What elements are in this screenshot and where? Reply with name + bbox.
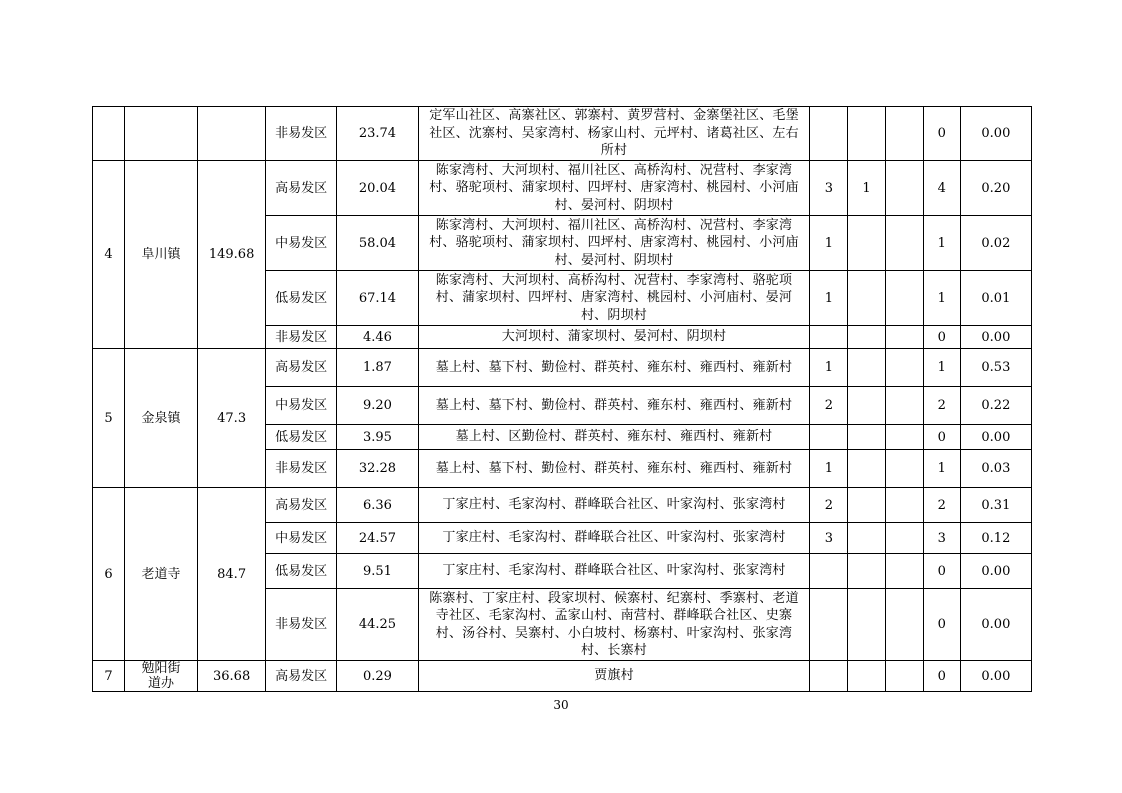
villages-cell: 丁家庄村、毛家沟村、群峰联合社区、叶家沟村、张家湾村: [418, 488, 810, 523]
density-cell: 0.00: [960, 589, 1031, 661]
table-row: [93, 488, 1032, 523]
density-cell: 0.22: [960, 387, 1031, 425]
total-count-cell: 0: [923, 326, 960, 349]
total-count-cell: 0: [923, 425, 960, 450]
density-cell: 0.00: [960, 661, 1031, 692]
count-cell-2: [848, 387, 885, 425]
count-cell-1: [810, 554, 848, 589]
count-cell-2: [848, 271, 885, 326]
total-count-cell: 0: [923, 554, 960, 589]
zone-area-cell: 24.57: [337, 523, 418, 554]
villages-cell: 陈家湾村、大河坝村、福川社区、高桥沟村、况营村、李家湾村、骆驼项村、蒲家坝村、四坪村、唐家湾村、桃园村、小河庙村、晏河村、阴坝村: [418, 161, 810, 216]
total-count-cell: 0: [923, 107, 960, 161]
density-cell: 0.53: [960, 349, 1031, 387]
town-area-cell: 149.68: [198, 161, 266, 349]
town-name: 勉阳街道办: [141, 661, 181, 691]
density-cell: 0.20: [960, 161, 1031, 216]
total-count-cell: 0: [923, 661, 960, 692]
count-cell-3: [885, 488, 923, 523]
zone-area-cell: 32.28: [337, 450, 418, 488]
count-cell-3: [885, 425, 923, 450]
count-cell-2: [848, 488, 885, 523]
zone-type-cell: 高易发区: [266, 661, 337, 692]
zone-area-cell: 58.04: [337, 216, 418, 271]
row-number-cell: 6: [93, 488, 125, 661]
zone-type-cell: 非易发区: [266, 326, 337, 349]
town-cell: 金泉镇: [124, 349, 197, 488]
table-row: [93, 107, 1032, 161]
villages-cell: 定军山社区、高寨社区、郭寨村、黄罗营村、金寨堡社区、毛堡社区、沈寨村、吴家湾村、杨家山村、元坪村、诸葛社区、左右所村: [418, 107, 810, 161]
villages-cell: 墓上村、墓下村、勤俭村、群英村、雍东村、雍西村、雍新村: [418, 450, 810, 488]
count-cell-1: [810, 425, 848, 450]
zone-area-cell: 6.36: [337, 488, 418, 523]
count-cell-3: [885, 161, 923, 216]
zone-type-cell: 低易发区: [266, 425, 337, 450]
count-cell-1: [810, 107, 848, 161]
count-cell-1: 1: [810, 349, 848, 387]
count-cell-3: [885, 661, 923, 692]
count-cell-3: [885, 107, 923, 161]
count-cell-3: [885, 554, 923, 589]
count-cell-1: 1: [810, 216, 848, 271]
count-cell-1: 3: [810, 523, 848, 554]
count-cell-3: [885, 326, 923, 349]
density-cell: 0.01: [960, 271, 1031, 326]
total-count-cell: 1: [923, 349, 960, 387]
villages-cell: 陈家湾村、大河坝村、福川社区、高桥沟村、况营村、李家湾村、骆驼项村、蒲家坝村、四坪村、唐家湾村、桃园村、小河庙村、晏河村、阴坝村: [418, 216, 810, 271]
count-cell-2: [848, 661, 885, 692]
villages-cell: 陈家湾村、大河坝村、高桥沟村、况营村、李家湾村、骆驼项村、蒲家坝村、四坪村、唐家湾村、桃园村、小河庙村、晏河村、阴坝村: [418, 271, 810, 326]
town-cell: 阜川镇: [124, 161, 197, 349]
density-cell: 0.00: [960, 554, 1031, 589]
zone-type-cell: 中易发区: [266, 523, 337, 554]
count-cell-2: [848, 554, 885, 589]
zone-type-cell: 高易发区: [266, 349, 337, 387]
total-count-cell: 0: [923, 589, 960, 661]
table-row: [93, 349, 1032, 387]
count-cell-1: 3: [810, 161, 848, 216]
row-number-cell: [93, 107, 125, 161]
density-cell: 0.31: [960, 488, 1031, 523]
town-cell: 老道寺: [124, 488, 197, 661]
zone-area-cell: 9.51: [337, 554, 418, 589]
count-cell-2: 1: [848, 161, 885, 216]
town-cell: [124, 661, 197, 692]
count-cell-1: 2: [810, 387, 848, 425]
count-cell-3: [885, 589, 923, 661]
total-count-cell: 2: [923, 488, 960, 523]
count-cell-3: [885, 523, 923, 554]
count-cell-2: [848, 349, 885, 387]
density-cell: 0.02: [960, 216, 1031, 271]
row-number-cell: 7: [93, 661, 125, 692]
town-area-cell: 47.3: [198, 349, 266, 488]
zone-type-cell: 非易发区: [266, 589, 337, 661]
count-cell-2: [848, 326, 885, 349]
zone-area-cell: 0.29: [337, 661, 418, 692]
villages-cell: 丁家庄村、毛家沟村、群峰联合社区、叶家沟村、张家湾村: [418, 523, 810, 554]
villages-cell: 墓上村、区勤俭村、群英村、雍东村、雍西村、雍新村: [418, 425, 810, 450]
count-cell-2: [848, 589, 885, 661]
count-cell-1: 1: [810, 271, 848, 326]
zone-area-cell: 4.46: [337, 326, 418, 349]
villages-cell: 贾旗村: [418, 661, 810, 692]
count-cell-2: [848, 107, 885, 161]
zone-type-cell: 非易发区: [266, 107, 337, 161]
town-area-cell: 84.7: [198, 488, 266, 661]
count-cell-1: [810, 589, 848, 661]
hazard-zone-table: [92, 106, 1032, 692]
town-cell: [124, 107, 197, 161]
villages-cell: 墓上村、墓下村、勤俭村、群英村、雍东村、雍西村、雍新村: [418, 387, 810, 425]
zone-type-cell: 低易发区: [266, 271, 337, 326]
page-number: 30: [553, 698, 569, 712]
count-cell-3: [885, 387, 923, 425]
density-cell: 0.00: [960, 326, 1031, 349]
villages-cell: 丁家庄村、毛家沟村、群峰联合社区、叶家沟村、张家湾村: [418, 554, 810, 589]
count-cell-1: 1: [810, 450, 848, 488]
table-row: [93, 661, 1032, 692]
zone-type-cell: 中易发区: [266, 216, 337, 271]
count-cell-2: [848, 216, 885, 271]
density-cell: 0.00: [960, 425, 1031, 450]
count-cell-1: [810, 661, 848, 692]
zone-type-cell: 中易发区: [266, 387, 337, 425]
count-cell-2: [848, 425, 885, 450]
zone-area-cell: 44.25: [337, 589, 418, 661]
total-count-cell: 3: [923, 523, 960, 554]
total-count-cell: 1: [923, 216, 960, 271]
zone-type-cell: 低易发区: [266, 554, 337, 589]
town-area-cell: [198, 107, 266, 161]
table-row: [93, 161, 1032, 216]
count-cell-3: [885, 349, 923, 387]
villages-cell: 大河坝村、蒲家坝村、晏河村、阴坝村: [418, 326, 810, 349]
count-cell-1: [810, 326, 848, 349]
row-number-cell: 4: [93, 161, 125, 349]
row-number-cell: 5: [93, 349, 125, 488]
density-cell: 0.12: [960, 523, 1031, 554]
villages-cell: 墓上村、墓下村、勤俭村、群英村、雍东村、雍西村、雍新村: [418, 349, 810, 387]
count-cell-3: [885, 271, 923, 326]
zone-area-cell: 1.87: [337, 349, 418, 387]
count-cell-3: [885, 216, 923, 271]
count-cell-2: [848, 523, 885, 554]
zone-area-cell: 23.74: [337, 107, 418, 161]
zone-type-cell: 非易发区: [266, 450, 337, 488]
count-cell-3: [885, 450, 923, 488]
density-cell: 0.00: [960, 107, 1031, 161]
total-count-cell: 1: [923, 271, 960, 326]
count-cell-1: 2: [810, 488, 848, 523]
town-area-cell: 36.68: [198, 661, 266, 692]
table-body: [93, 107, 1032, 692]
total-count-cell: 2: [923, 387, 960, 425]
zone-area-cell: 3.95: [337, 425, 418, 450]
zone-type-cell: 高易发区: [266, 161, 337, 216]
zone-area-cell: 20.04: [337, 161, 418, 216]
villages-cell: 陈寨村、丁家庄村、段家坝村、候寨村、纪寨村、季寨村、老道寺社区、毛家沟村、孟家山村、南营村、群峰联合社区、史寨村、汤谷村、吴寨村、小白坡村、杨寨村、叶家沟村、张家湾村、长寨村: [418, 589, 810, 661]
count-cell-2: [848, 450, 885, 488]
zone-area-cell: 67.14: [337, 271, 418, 326]
zone-type-cell: 高易发区: [266, 488, 337, 523]
zone-area-cell: 9.20: [337, 387, 418, 425]
total-count-cell: 4: [923, 161, 960, 216]
density-cell: 0.03: [960, 450, 1031, 488]
total-count-cell: 1: [923, 450, 960, 488]
